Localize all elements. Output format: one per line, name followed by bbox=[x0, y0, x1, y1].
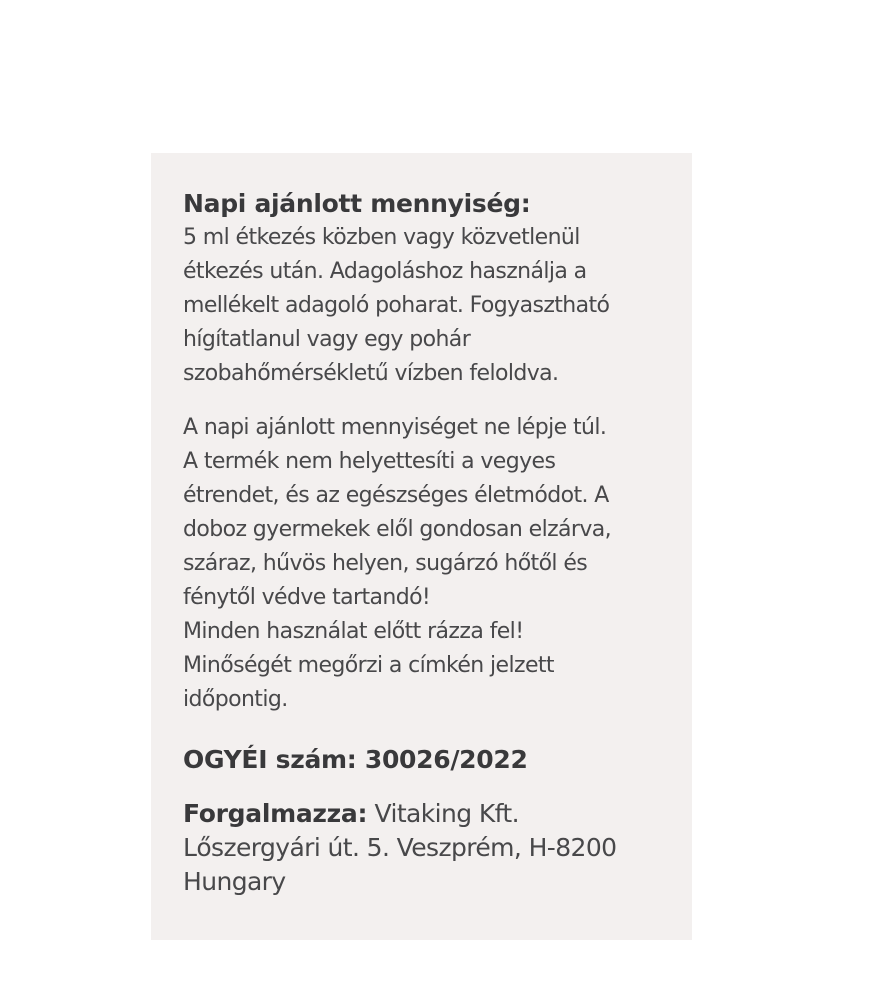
warning-line: időpontig. bbox=[183, 687, 288, 712]
dosage-line: mellékelt adagoló poharat. Fogyasztható bbox=[183, 293, 610, 318]
warning-line: doboz gyermekek elől gondosan elzárva, bbox=[183, 517, 612, 542]
warning-line: Minden használat előtt rázza fel! bbox=[183, 619, 524, 644]
warning-line: étrendet, és az egészséges életmódot. A bbox=[183, 483, 609, 508]
distributor-address: Lőszergyári út. 5. Veszprém, H-8200 bbox=[183, 833, 617, 862]
dosage-line: 5 ml étkezés közben vagy közvetlenül bbox=[183, 225, 580, 250]
warnings-text bbox=[183, 411, 672, 717]
warning-line: Minőségét megőrzi a címkén jelzett bbox=[183, 653, 554, 678]
distributor-line bbox=[183, 797, 672, 831]
dosage-line: szobahőmérsékletű vízben feloldva. bbox=[183, 361, 559, 386]
warning-line: száraz, hűvös helyen, sugárzó hőtől és bbox=[183, 551, 588, 576]
ogyei-number: OGYÉI szám: 30026/2022 bbox=[183, 745, 528, 774]
distributor-info bbox=[183, 797, 672, 899]
dosage-heading: Napi ajánlott mennyiség: bbox=[183, 189, 531, 218]
distributor-name: Vitaking Kft. bbox=[367, 799, 519, 828]
distributor-label: Forgalmazza: bbox=[183, 799, 368, 828]
warning-line: A termék nem helyettesíti a vegyes bbox=[183, 449, 556, 474]
dosage-line: étkezés után. Adagoláshoz használja a bbox=[183, 259, 587, 284]
distributor-country: Hungary bbox=[183, 867, 286, 896]
dosage-line: hígítatlanul vagy egy pohár bbox=[183, 327, 471, 352]
product-info-panel bbox=[151, 153, 692, 940]
spacer bbox=[183, 391, 672, 411]
warning-line: fénytől védve tartandó! bbox=[183, 585, 431, 610]
warning-line: A napi ajánlott mennyiséget ne lépje túl. bbox=[183, 415, 607, 440]
dosage-text bbox=[183, 221, 672, 391]
